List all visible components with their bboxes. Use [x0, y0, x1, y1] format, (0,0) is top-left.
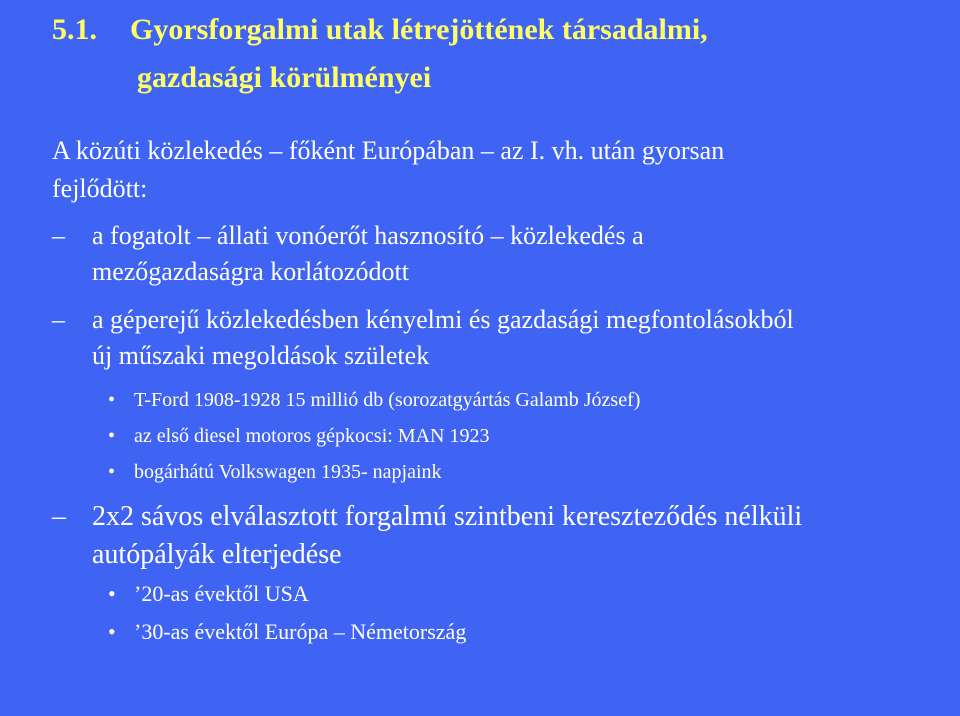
title-line-2: gazdasági körülményei: [137, 61, 432, 94]
intro-line-1: A közúti közlekedés – főként Európában – az I. vh. után gyorsan: [52, 136, 725, 165]
list-item-geperejű: [52, 302, 932, 374]
sub-item-text: ’20-as évektől USA: [134, 581, 309, 606]
sub-item-text: az első diesel motoros gépkocsi: MAN 1923: [134, 425, 490, 447]
sub-item-usa: [108, 580, 928, 608]
list-item-line-2: mezőgazdaságra korlátozódott: [92, 257, 409, 286]
intro-line-2: fejlődött:: [52, 174, 148, 203]
sub-item-text: bogárhátú Volkswagen 1935- napjaink: [134, 461, 442, 483]
sub-item-volkswagen: [108, 458, 928, 486]
bullet-icon: •: [108, 461, 116, 483]
slide-title: [52, 6, 932, 102]
bullet-icon: •: [108, 389, 116, 411]
bullet-icon: •: [108, 425, 116, 447]
intro-paragraph: [52, 132, 912, 208]
dash-icon: –: [52, 501, 66, 532]
list-item-line-2: autópályák elterjedése: [92, 539, 342, 570]
sub-item-europa: [108, 618, 928, 646]
title-number: 5.1.: [52, 13, 97, 46]
bullet-icon: •: [108, 619, 116, 644]
sub-item-text: ’30-as évektől Európa – Németország: [134, 619, 467, 644]
title-line-1: Gyorsforgalmi utak létrejöttének társadalmi,: [130, 13, 708, 46]
sub-item-text: T-Ford 1908-1928 15 millió db (sorozatgyártás Galamb József): [134, 389, 641, 411]
dash-icon: –: [52, 221, 65, 250]
list-item-fogatolt: [52, 218, 932, 290]
sub-item-t-ford: [108, 386, 928, 414]
list-item-line-1: 2x2 sávos elválasztott forgalmú szintbeni kereszteződés nélküli: [92, 501, 803, 532]
list-item-autopalyak: [52, 498, 932, 574]
list-item-line-2: új műszaki megoldások születek: [92, 341, 430, 370]
list-item-line-1: a gépereјű közlekedésben kényelmi és gazdasági megfontolásokból: [92, 305, 794, 334]
list-item-line-1: a fogatolt – állati vonóerőt hasznosító – közlekedés a: [92, 221, 644, 250]
dash-icon: –: [52, 305, 65, 334]
bullet-icon: •: [108, 581, 116, 606]
sub-item-man: [108, 422, 928, 450]
